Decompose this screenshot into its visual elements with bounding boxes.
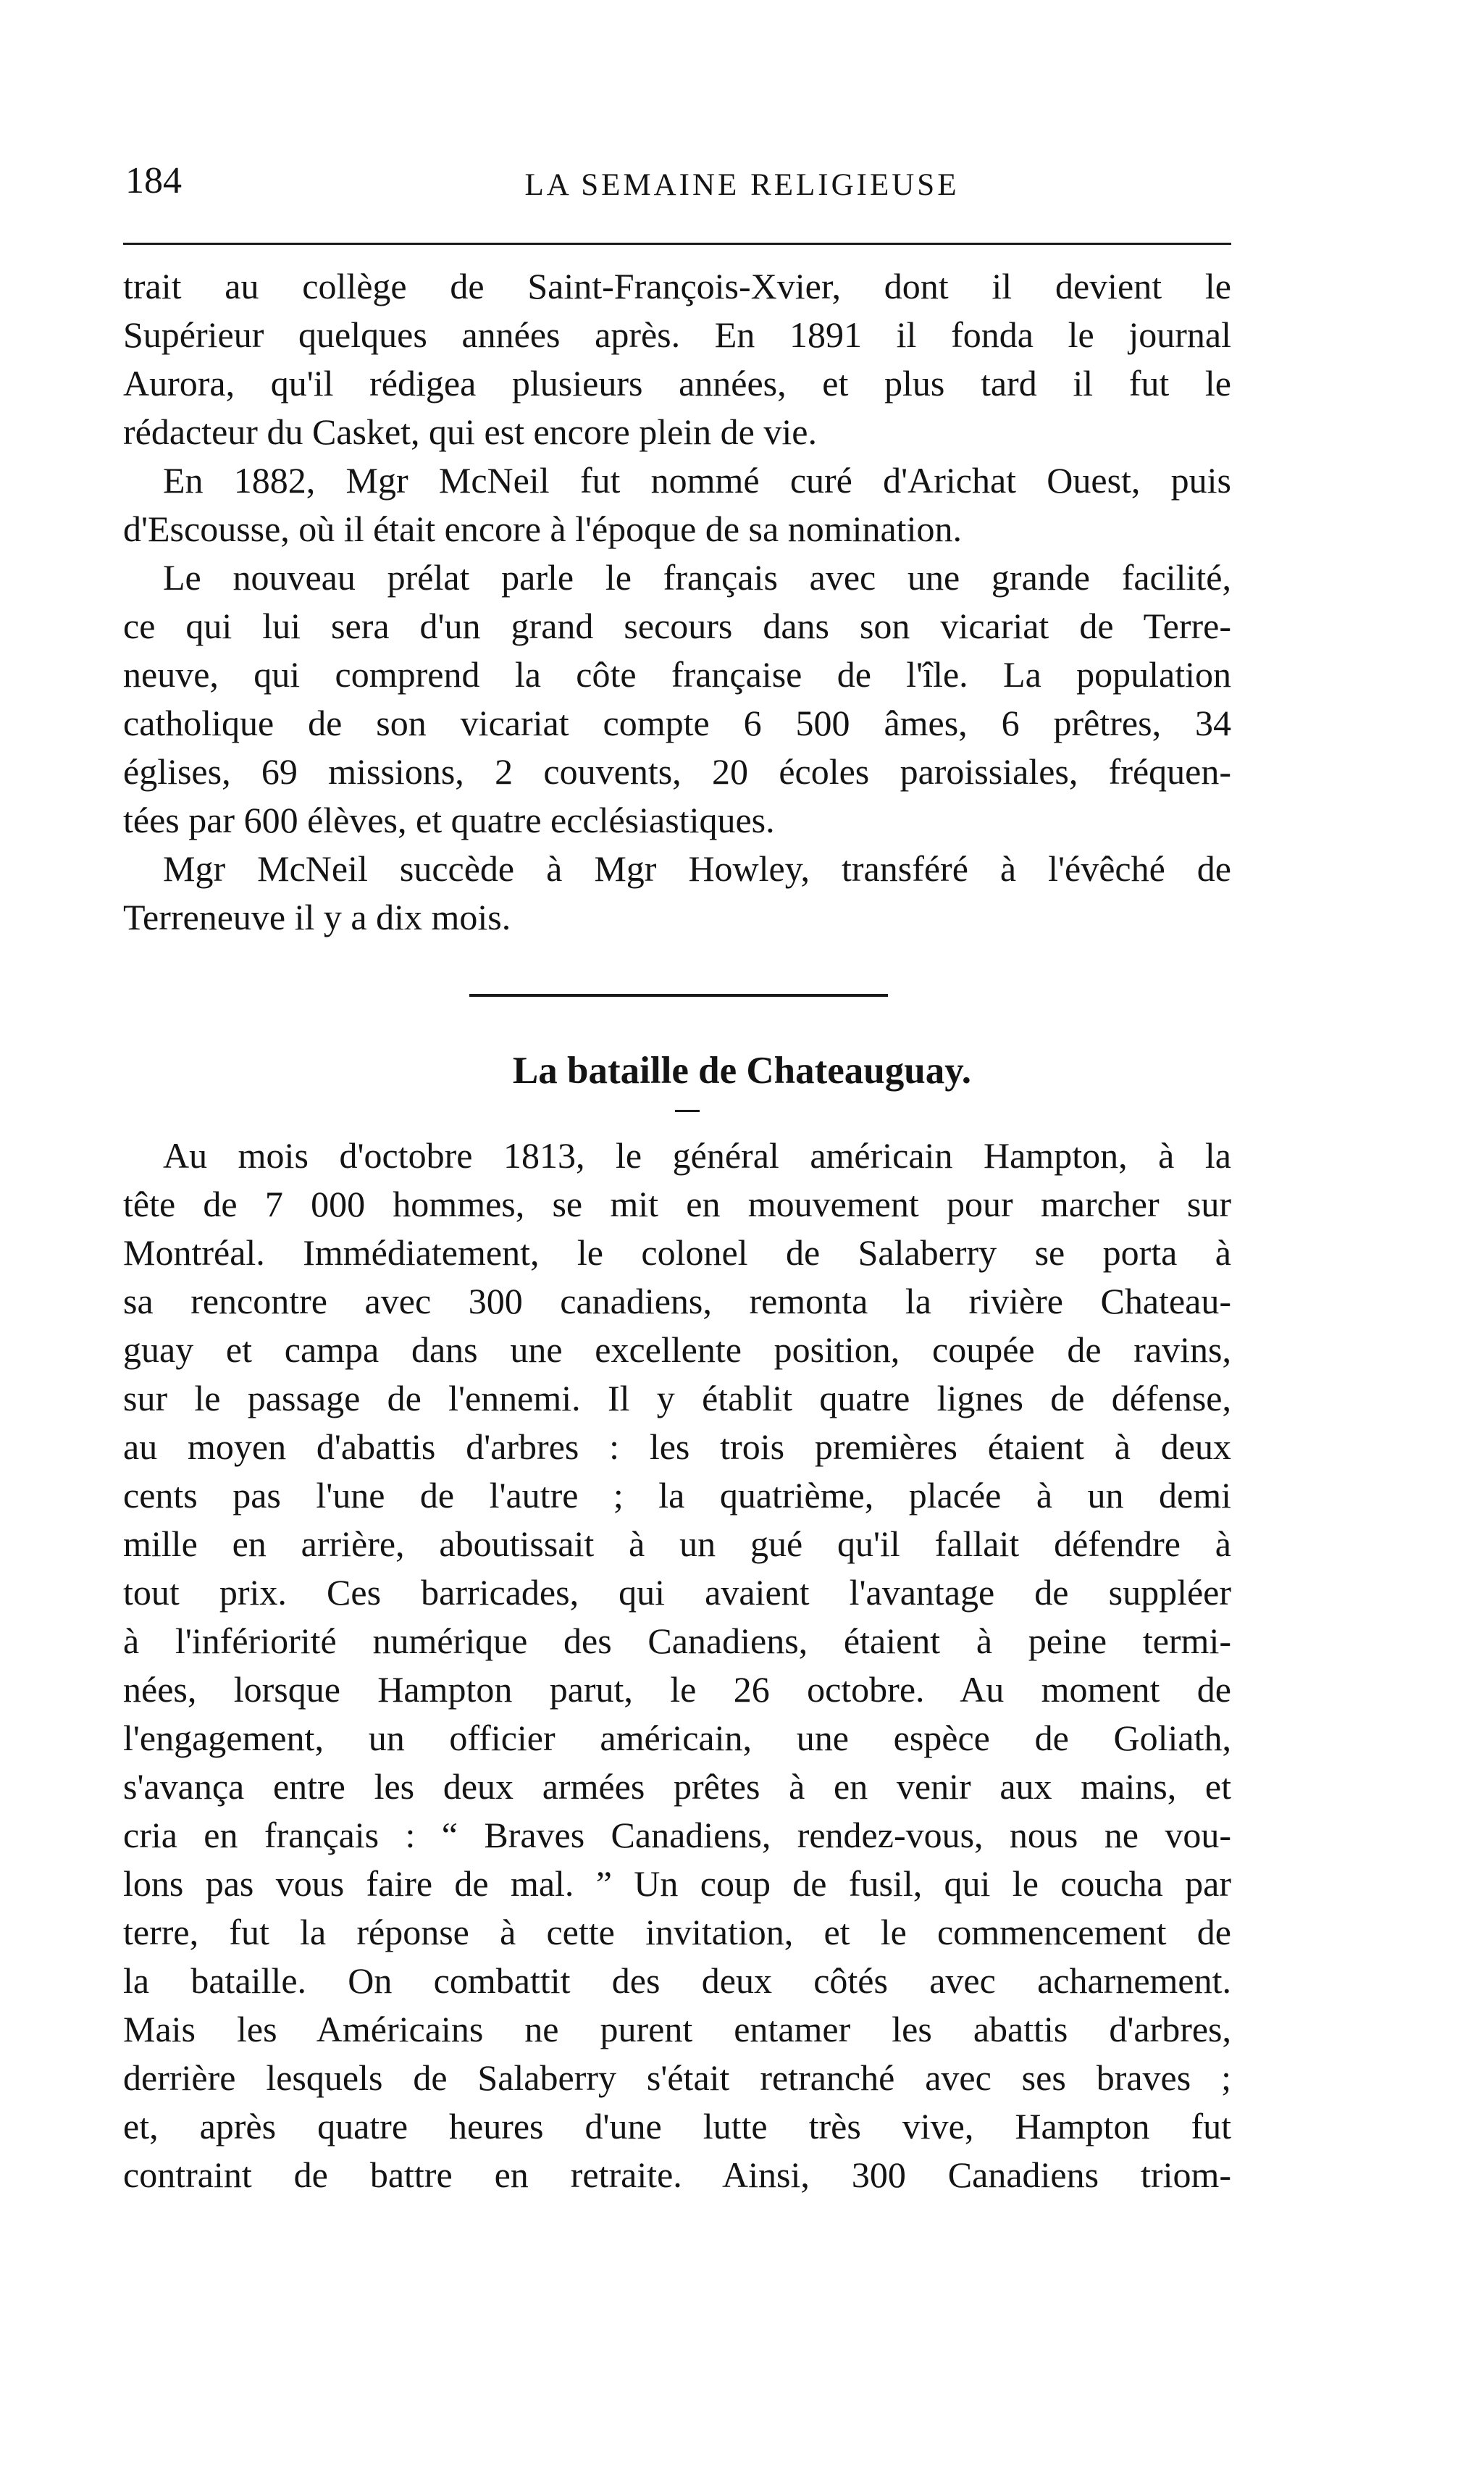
article-text — [123, 1132, 1231, 2199]
text-line: lons pas vous faire de mal. ” Un coup de fusil, qui le coucha par — [123, 1863, 1231, 1904]
text-line: s'avança entre les deux armées prêtes à en venir aux mains, et — [123, 1766, 1231, 1807]
text-line: la bataille. On combattit des deux côtés avec acharnement. — [123, 1960, 1231, 2001]
page-number: 184 — [125, 160, 182, 201]
text-line: tout prix. Ces barricades, qui avaient l'avantage de suppléer — [123, 1572, 1231, 1613]
text-line: En 1882, Mgr McNeil fut nommé curé d'Arichat Ouest, puis — [163, 460, 1231, 501]
text-line: tête de 7 000 hommes, se mit en mouvement pour marcher sur — [123, 1184, 1231, 1224]
title-dash — [675, 1110, 700, 1112]
text-line: Au mois d'octobre 1813, le général américain Hampton, à la — [163, 1135, 1231, 1176]
text-line: guay et campa dans une excellente position, coupée de ravins, — [123, 1329, 1231, 1370]
text-line: mille en arrière, aboutissait à un gué qu'il fallait défendre à — [123, 1523, 1231, 1564]
text-line: cria en français : “ Braves Canadiens, rendez-vous, nous ne vou- — [123, 1815, 1231, 1855]
intro-text — [123, 262, 1231, 942]
text-line: Mais les Américains ne purent entamer les abattis d'arbres, — [123, 2009, 1231, 2049]
text-line: tées par 600 élèves, et quatre ecclésiastiques. — [123, 800, 775, 840]
text-line: trait au collège de Saint-François-Xvier, dont il devient le — [123, 266, 1231, 306]
text-line: Mgr McNeil succède à Mgr Howley, transféré à l'évêché de — [163, 848, 1231, 889]
text-line: sa rencontre avec 300 canadiens, remonta la rivière Chateau- — [123, 1281, 1231, 1321]
text-line: et, après quatre heures d'une lutte très vive, Hampton fut — [123, 2106, 1231, 2146]
text-line: l'engagement, un officier américain, une espèce de Goliath, — [123, 1718, 1231, 1758]
text-line: contraint de battre en retraite. Ainsi, 300 Canadiens triom- — [123, 2154, 1231, 2195]
text-line: sur le passage de l'ennemi. Il y établit quatre lignes de défense, — [123, 1378, 1231, 1418]
text-line: Aurora, qu'il rédigea plusieurs années, et plus tard il fut le — [123, 363, 1231, 404]
text-line: Terreneuve il y a dix mois. — [123, 897, 511, 937]
text-line: au moyen d'abattis d'arbres : les trois premières étaient à deux — [123, 1426, 1231, 1467]
text-line: nées, lorsque Hampton parut, le 26 octobre. Au moment de — [123, 1669, 1231, 1710]
text-line: églises, 69 missions, 2 couvents, 20 écoles paroissiales, fréquen- — [123, 751, 1231, 792]
article-title: La bataille de Chateauguay. — [512, 1050, 972, 1092]
text-line: Le nouveau prélat parle le français avec une grande facilité, — [163, 557, 1231, 598]
text-line: d'Escousse, où il était encore à l'époque de sa nomination. — [123, 509, 962, 549]
text-line: ce qui lui sera d'un grand secours dans son vicariat de Terre- — [123, 606, 1231, 646]
text-line: terre, fut la réponse à cette invitation, et le commencement de — [123, 1912, 1231, 1952]
text-line: Supérieur quelques années après. En 1891 il fonda le journal — [123, 314, 1231, 355]
text-line: cents pas l'une de l'autre ; la quatrième, placée à un demi — [123, 1475, 1231, 1516]
text-line: rédacteur du Casket, qui est encore plein de vie. — [123, 411, 817, 452]
text-line: neuve, qui comprend la côte française de l'île. La population — [123, 654, 1231, 695]
running-head: LA SEMAINE RELIGIEUSE — [524, 168, 960, 202]
text-line: à l'infériorité numérique des Canadiens, étaient à peine termi- — [123, 1621, 1231, 1661]
text-line: derrière lesquels de Salaberry s'était retranché avec ses braves ; — [123, 2057, 1231, 2098]
section-separator — [469, 994, 888, 997]
text-line: Montréal. Immédiatement, le colonel de Salaberry se porta à — [123, 1232, 1231, 1273]
header-rule — [123, 243, 1231, 245]
text-line: catholique de son vicariat compte 6 500 âmes, 6 prêtres, 34 — [123, 703, 1231, 743]
